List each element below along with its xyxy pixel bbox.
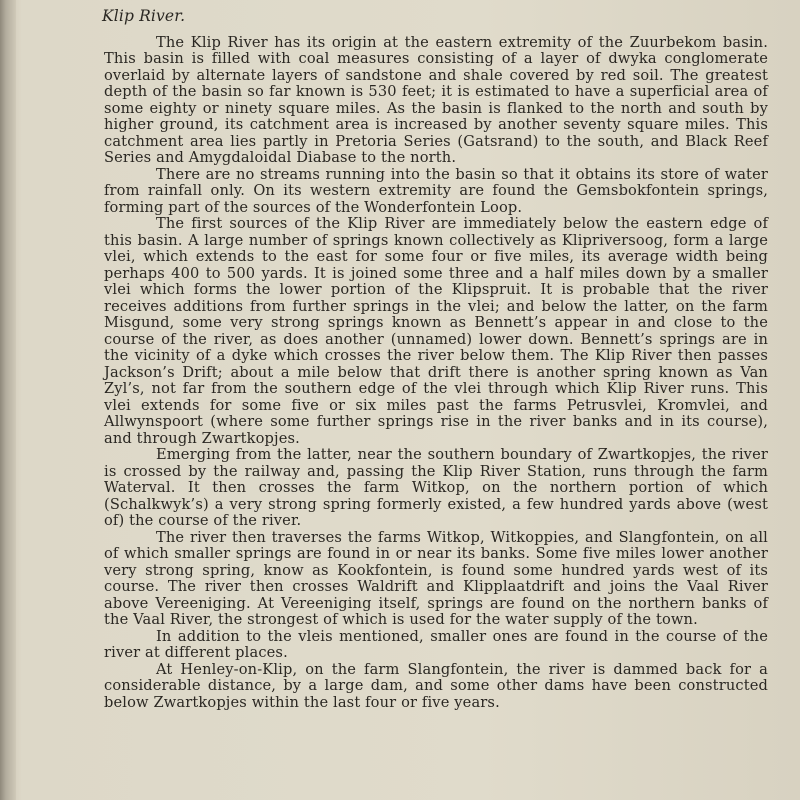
paragraph-dams: At Henley-on-Klip, on the farm Slangfontein, the river is dammed back for a considerable distance, by a large dam, and some other dams have been constructed below Zwartkopjes within the last four or five years. (104, 660, 768, 711)
document-body (104, 8, 768, 711)
section-heading: Klip River. (102, 7, 186, 25)
page-gutter (0, 0, 16, 800)
paragraph-origin: The Klip River has its origin at the eastern extremity of the Zuurbekom basin. This basin is filled with coal measures consisting of a layer of dwyka conglomerate overlaid by alternate layers of sandstone and shale covered by red soil. The greatest depth of the basin so far known is 530 feet; it is estimated to have a superficial area of some eighty or ninety square miles. As the basin is flanked to the north and south by higher ground, its catchment area is increased by another seventy square miles. This catchment area lies partly in Pretoria Series (Gatsrand) to the south, and Black Reef Series and Amygdaloidal Diabase to the north. (104, 33, 768, 166)
paragraph-vleis: In addition to the vleis mentioned, smaller ones are found in the course of the river at different places. (104, 627, 768, 661)
paragraph-sources: The first sources of the Klip River are immediately below the eastern edge of this basin. A large number of springs known collectively as Klipriversoog, form a large vlei, which extends to the east for some four or five miles, its average width being perhaps 400 to 500 yards. It is joined some three and a half miles down by a smaller vlei which forms the lower portion of the Klipspruit. It is probable that the river receives additions from further springs in the vlei; and below the latter, on the farm Misgund, some very strong springs known as Bennett’s appear in and close to the course of the river, as does another (unnamed) lower down. Bennett’s springs are in the vicinity of a dyke which crosses the river below them. The Klip River then passes Jackson’s Drift; about a mile below that drift there is another spring known as Van Zyl’s, not far from the southern edge of the vlei through which Klip River runs. This vlei extends for some five or six miles past the farms Petrusvlei, Kromvlei, and Allwynspoort (where some further springs rise in the river banks and in its course), and through Zwartkopjes. (104, 215, 768, 447)
paragraph-rainfall: There are no streams running into the basin so that it obtains its store of water from rainfall only. On its western extremity are found the Gemsbokfontein springs, forming part of the sources of the Wonderfontein Loop. (104, 165, 768, 216)
paragraph-railway: Emerging from the latter, near the southern boundary of Zwartkopjes, the river is crossed by the railway and, passing the Klip River Station, runs through the farm Waterval. It then crosses the farm Witkop, on the northern portion of which (Schalkwyk’s) a very strong spring formerly existed, a few hundred yards above (west of) the course of the river. (104, 446, 768, 529)
paragraph-farms: The river then traverses the farms Witkop, Witkoppies, and Slangfontein, on all of which smaller springs are found in or near its banks. Some five miles lower another very strong spring, know as Kookfontein, is found some hundred yards west of its course. The river then crosses Waldrift and Klipplaatdrift and joins the Vaal River above Vereeniging. At Vereeniging itself, springs are found on the northern banks of the Vaal River, the strongest of which is used for the water supply of the town. (104, 528, 768, 628)
